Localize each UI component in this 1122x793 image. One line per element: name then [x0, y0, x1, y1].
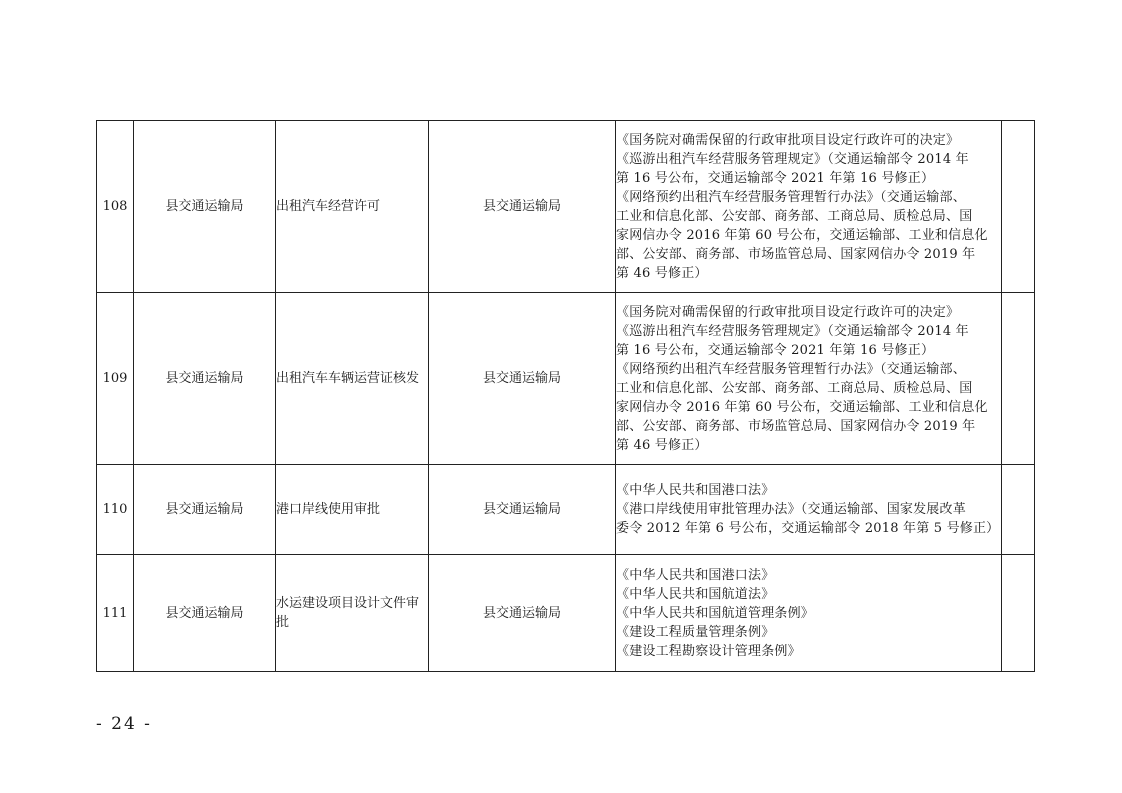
legal-basis-line: 《网络预约出租汽车经营服务管理暂行办法》（交通运输部、	[616, 361, 966, 377]
row-number: 109	[97, 293, 134, 465]
legal-basis-line: 第 16 号公布，交通运输部令 2021 年第 16 号修正）	[616, 342, 935, 358]
legal-basis-line: 工业和信息化部、公安部、商务部、工商总局、质检总局、国	[616, 208, 973, 224]
implementing-agency-cell: 县交通运输局	[429, 555, 616, 672]
licensing-table	[96, 120, 1035, 672]
department-cell: 县交通运输局	[134, 465, 276, 555]
legal-basis-line: 《网络预约出租汽车经营服务管理暂行办法》（交通运输部、	[616, 189, 966, 205]
legal-basis-line: 第 46 号修正）	[616, 437, 708, 453]
legal-basis-line: 《中华人民共和国航道法》	[616, 586, 775, 602]
legal-basis-line: 《建设工程质量管理条例》	[616, 624, 775, 640]
legal-basis-line: 家网信办令 2016 年第 60 号公布，交通运输部、工业和信息化	[616, 399, 988, 415]
legal-basis-line: 《建设工程勘察设计管理条例》	[616, 643, 801, 659]
legal-basis-line: 工业和信息化部、公安部、商务部、工商总局、质检总局、国	[616, 380, 973, 396]
department-cell: 县交通运输局	[134, 555, 276, 672]
table-row	[97, 555, 1035, 672]
table-row	[97, 293, 1035, 465]
legal-basis-line: 部、公安部、商务部、市场监管总局、国家网信办令 2019 年	[616, 418, 976, 434]
item-name-cell: 水运建设项目设计文件审批	[276, 555, 429, 672]
implementing-agency-cell: 县交通运输局	[429, 121, 616, 293]
blank-cell	[1002, 121, 1035, 293]
legal-basis-line: 《中华人民共和国航道管理条例》	[616, 605, 815, 621]
table-row	[97, 465, 1035, 555]
legal-basis-line: 部、公安部、商务部、市场监管总局、国家网信办令 2019 年	[616, 246, 976, 262]
legal-basis-line: 家网信办令 2016 年第 60 号公布，交通运输部、工业和信息化	[616, 227, 988, 243]
implementing-agency-cell: 县交通运输局	[429, 465, 616, 555]
legal-basis-line: 第 16 号公布，交通运输部令 2021 年第 16 号修正）	[616, 170, 935, 186]
legal-basis-cell	[616, 293, 1002, 465]
legal-basis-cell	[616, 121, 1002, 293]
department-cell: 县交通运输局	[134, 121, 276, 293]
blank-cell	[1002, 293, 1035, 465]
legal-basis-line: 《巡游出租汽车经营服务管理规定》（交通运输部令 2014 年	[616, 323, 969, 339]
legal-basis-cell	[616, 465, 1002, 555]
legal-basis-line: 《国务院对确需保留的行政审批项目设定行政许可的决定》	[616, 132, 960, 148]
legal-basis-line: 第 46 号修正）	[616, 265, 708, 281]
legal-basis-line: 《巡游出租汽车经营服务管理规定》（交通运输部令 2014 年	[616, 151, 969, 167]
table-row	[97, 121, 1035, 293]
legal-basis-line: 《国务院对确需保留的行政审批项目设定行政许可的决定》	[616, 304, 960, 320]
blank-cell	[1002, 465, 1035, 555]
blank-cell	[1002, 555, 1035, 672]
legal-basis-line: 委令 2012 年第 6 号公布，交通运输部令 2018 年第 5 号修正）	[616, 521, 1000, 536]
item-name-cell: 出租汽车车辆运营证核发	[276, 293, 429, 465]
row-number: 108	[97, 121, 134, 293]
row-number: 111	[97, 555, 134, 672]
item-name-cell: 出租汽车经营许可	[276, 121, 429, 293]
item-name-cell: 港口岸线使用审批	[276, 465, 429, 555]
implementing-agency-cell: 县交通运输局	[429, 293, 616, 465]
legal-basis-line: 《中华人民共和国港口法》	[616, 483, 775, 498]
legal-basis-line: 《港口岸线使用审批管理办法》（交通运输部、国家发展改革	[616, 502, 966, 517]
row-number: 110	[97, 465, 134, 555]
page-number: - 24 -	[96, 714, 152, 734]
legal-basis-line: 《中华人民共和国港口法》	[616, 567, 775, 583]
legal-basis-cell	[616, 555, 1002, 672]
department-cell: 县交通运输局	[134, 293, 276, 465]
